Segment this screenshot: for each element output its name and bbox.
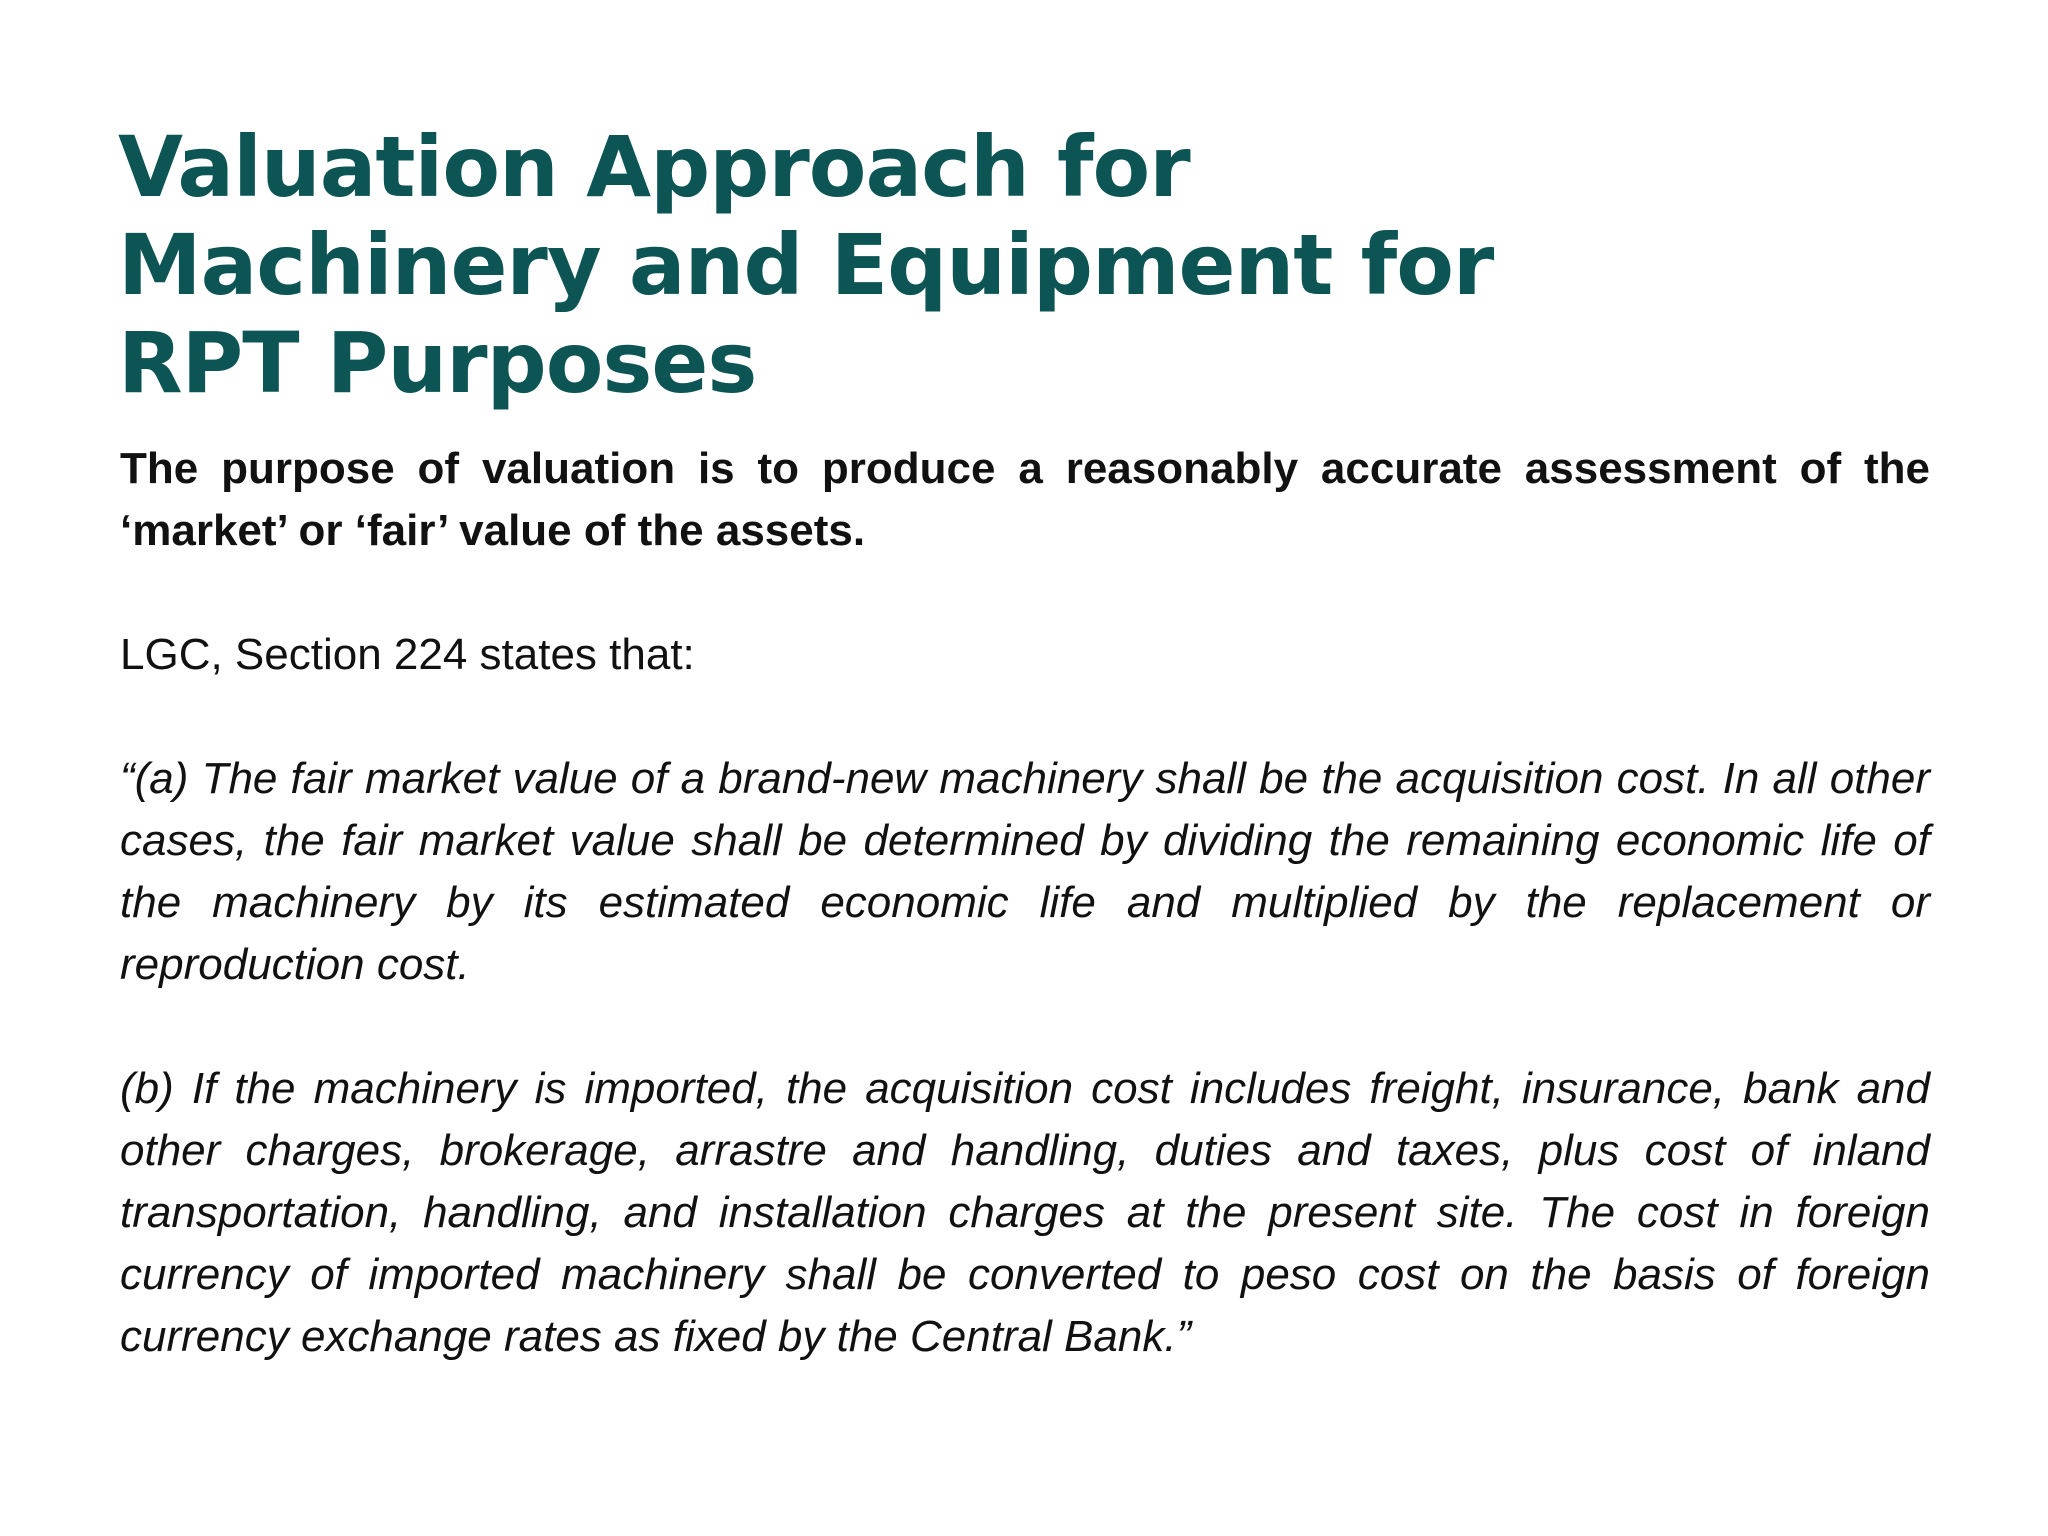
quote-paragraph-a: “(a) The fair market value of a brand-new machinery shall be the acquisition cost. In all other cases, the fair market value shall be determined by dividing the remaining economic life of the machinery by its estimated economic life and multiplied by the replacement or reproduction cost. xyxy=(120,754,1930,989)
title-line-2: Machinery and Equipment for xyxy=(118,216,1494,314)
title-line-3: RPT Purposes xyxy=(118,314,757,412)
spacer xyxy=(120,686,1930,748)
slide-title xyxy=(118,118,1918,412)
slide-body xyxy=(120,438,1930,1368)
spacer xyxy=(120,996,1930,1058)
lead-paragraph: The purpose of valuation is to produce a reasonably accurate assessment of the ‘market’ or ‘fair’ value of the assets. xyxy=(120,444,1930,555)
quote-paragraph-b: (b) If the machinery is imported, the acquisition cost includes freight, insurance, bank and other charges, brokerage, arrastre and handling, duties and taxes, plus cost of inland transportation, handling, and installation charges at the present site. The cost in foreign currency of imported machinery shall be converted to peso cost on the basis of foreign currency exchange rates as fixed by the Central Bank.” xyxy=(120,1064,1930,1361)
spacer xyxy=(120,562,1930,624)
reference-line: LGC, Section 224 states that: xyxy=(120,630,695,679)
title-line-1: Valuation Approach for xyxy=(118,118,1190,216)
